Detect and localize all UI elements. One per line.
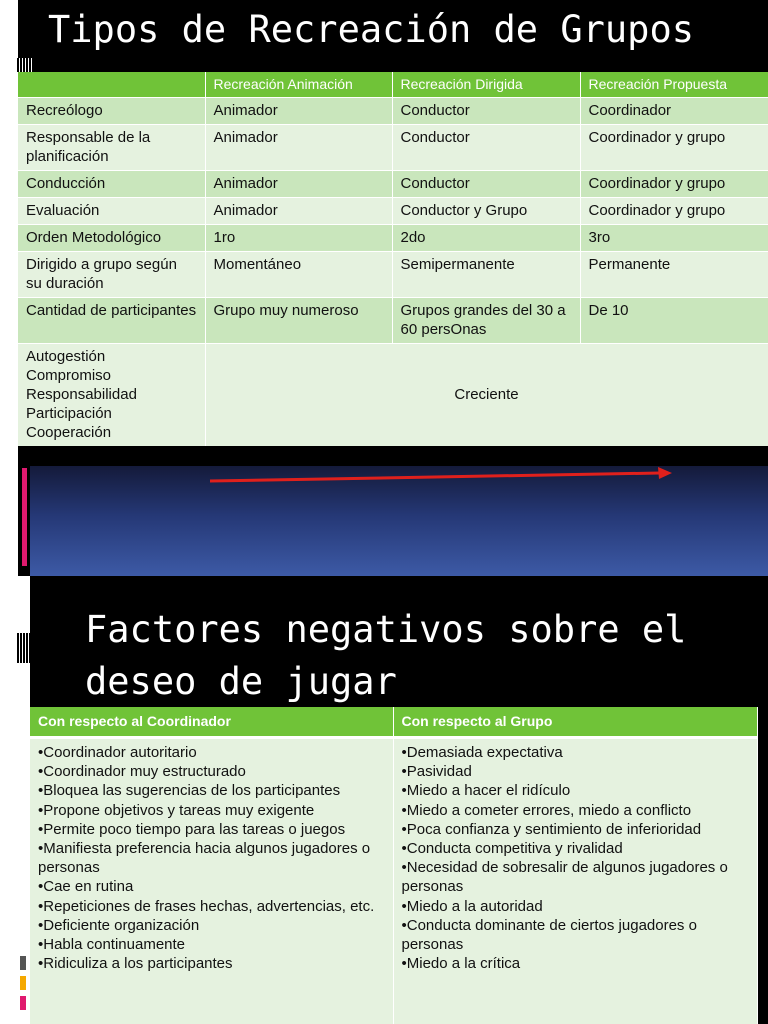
table-cell: Animador [205,98,392,125]
row-label: Orden Metodológico [18,225,205,252]
title-line-1: Factores negativos sobre el [85,608,687,651]
list-item: •Poca confianza y sentimiento de inferioridad [401,820,702,838]
table-cell: Coordinador y grupo [580,198,768,225]
table-header-row [30,707,757,738]
list-item: •Conducta dominante de ciertos jugadores o personas [401,916,697,954]
list-item: •Manifiesta preferencia hacia algunos jugadores o personas [38,840,371,877]
title-line-2: deseo de jugar [85,660,397,703]
row-label: Cantidad de participantes [18,298,205,344]
table-cell: Coordinador y grupo [580,125,768,171]
slide-title: Tipos de Recreación de Grupos [48,8,695,51]
coordinador-factors-list [38,743,385,973]
row-label: Recreólogo [18,98,205,125]
list-item: •Coordinador autoritario [38,744,197,761]
table-cell: Animador [205,125,392,171]
list-item: •Demasiada expectativa [401,744,563,761]
table-cell: Animador [205,171,392,198]
header-animacion: Recreación Animación [205,72,392,98]
label-cooperacion: Cooperación [26,424,112,441]
side-mark-gray [20,956,26,970]
list-item: •Miedo a hacer el ridículo [401,782,571,800]
table-cell: Coordinador y grupo [580,171,768,198]
list-item: •Miedo a la autoridad [401,897,543,915]
header-grupo: Con respecto al Grupo [393,707,757,738]
slide-factores-negativos [0,576,768,1024]
row-label: Responsable de la planificación [18,125,205,171]
header-dirigida: Recreación Dirigida [392,72,580,98]
table-cell: 2do [392,225,580,252]
table-cell: Animador [205,198,392,225]
header-coordinador: Con respecto al Coordinador [30,707,393,738]
list-item: •Permite poco tiempo para las tareas o juegos [38,820,346,838]
label-autogestion: Autogestión [26,348,106,365]
side-mark-pink [20,996,26,1010]
creciente-label: Creciente [454,386,519,403]
table-cell: Semipermanente [392,252,580,298]
table-cell: Momentáneo [205,252,392,298]
table-cell: 1ro [205,225,392,252]
negative-factors-table [30,707,758,1024]
list-item: •Cae en rutina [38,878,134,896]
barcode-bars-icon [17,633,30,663]
list-item: •Propone objetivos y tareas muy exigente [38,801,315,819]
grupo-factors-cell [393,738,757,1024]
table-cell: Conductor y Grupo [392,198,580,225]
row-label: Dirigido a grupo según su duración [18,252,205,298]
table-cell: Coordinador [580,98,768,125]
list-item: •Pasividad [401,763,472,781]
list-item: •Ridiculiza a los participantes [38,955,233,973]
list-item: •Habla continuamente [38,936,186,954]
coordinador-factors-cell [30,738,393,1024]
table-cell: Conductor [392,171,580,198]
label-compromiso: Compromiso [26,367,112,384]
table-row [30,738,757,1024]
list-item: •Conducta competitiva y rivalidad [401,840,623,858]
list-item: •Miedo a la crítica [401,955,521,973]
side-color-marks [20,956,28,1024]
table-cell: De 10 [580,298,768,344]
table-cell: Grupos grandes del 30 a 60 persOnas [392,298,580,344]
slide-title [85,604,765,708]
label-participacion: Participación [26,405,112,422]
list-item: •Miedo a cometer errores, miedo a conflicto [401,801,692,819]
table-cell: Permanente [580,252,768,298]
label-responsabilidad: Responsabilidad [26,386,137,403]
side-mark-yellow [20,976,26,990]
header-propuesta: Recreación Propuesta [580,72,768,98]
row-label: Evaluación [18,198,205,225]
table-cell: Conductor [392,98,580,125]
list-item: •Repeticiones de frases hechas, advertencias, etc. [38,897,375,915]
list-item: •Deficiente organización [38,916,200,934]
list-item: •Coordinador muy estructurado [38,763,246,781]
grupo-factors-list [402,743,749,973]
row-label: Conducción [18,171,205,198]
table-cell: Conductor [392,125,580,171]
table-cell: 3ro [580,225,768,252]
list-item: •Necesidad de sobresalir de algunos jugadores o personas [401,859,728,896]
table-cell: Grupo muy numeroso [205,298,392,344]
list-item: •Bloquea las sugerencias de los participantes [38,782,341,800]
